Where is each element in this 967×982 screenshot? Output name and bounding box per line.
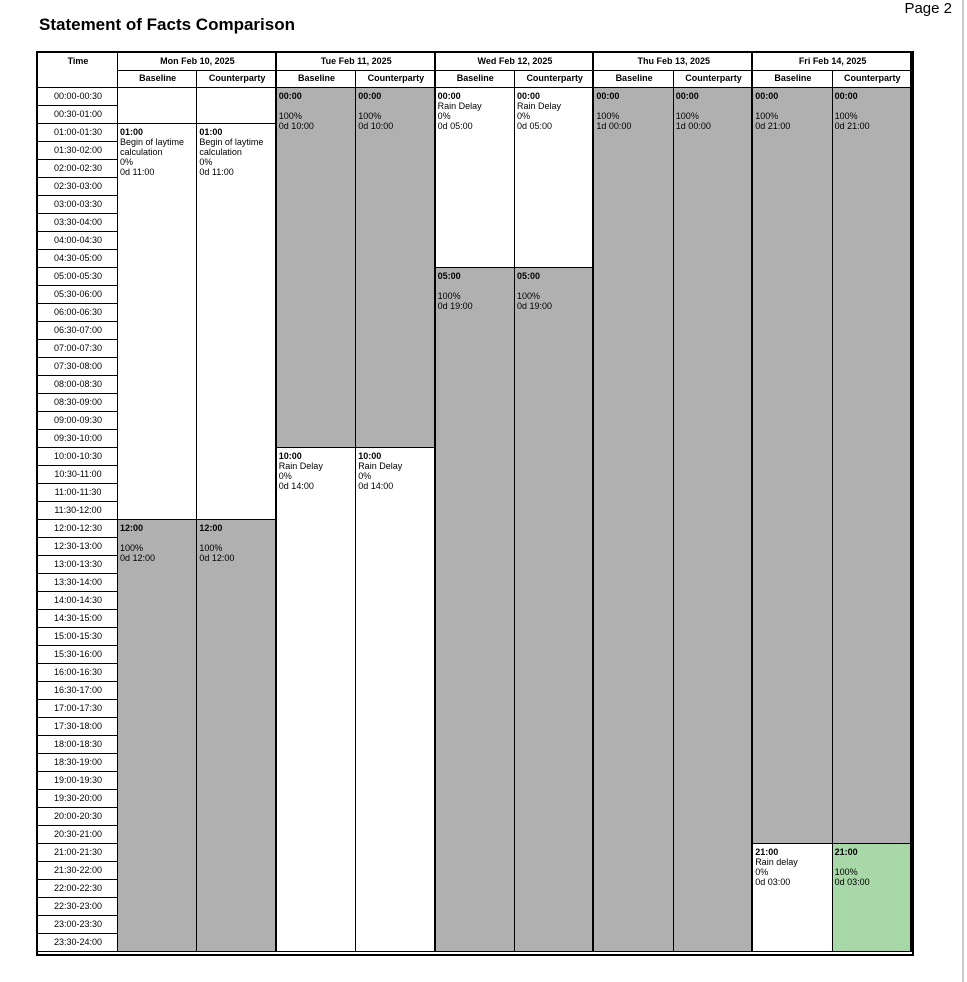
- time-slot-label: 18:30-19:00: [38, 754, 118, 772]
- event-time: 00:00: [755, 91, 779, 101]
- event-duration: 0d 03:00: [834, 877, 870, 887]
- scrollbar[interactable]: [962, 0, 964, 982]
- time-slot-label: 19:00-19:30: [38, 772, 118, 790]
- time-slot-label: 12:30-13:00: [38, 538, 118, 556]
- page-title: Statement of Facts Comparison: [39, 15, 295, 34]
- counterparty-header: Counterparty: [526, 73, 583, 83]
- event-percent: 0%: [517, 111, 531, 121]
- event-time: 01:00: [120, 127, 144, 137]
- event-duration: 0d 11:00: [120, 167, 155, 177]
- time-slot-label: 04:30-05:00: [38, 250, 118, 268]
- time-slot-label: 10:00-10:30: [38, 448, 118, 466]
- time-slot-label: 01:00-01:30: [38, 124, 118, 142]
- event-percent: 100%: [437, 291, 461, 301]
- baseline-header: Baseline: [297, 73, 335, 83]
- event-time: 05:00: [437, 271, 461, 281]
- time-slot-label: 03:30-04:00: [38, 214, 118, 232]
- event-time: 10:00: [358, 451, 382, 461]
- event-duration: 0d 19:00: [517, 301, 553, 311]
- time-slot-label: 07:30-08:00: [38, 358, 118, 376]
- time-slot-label: 13:30-14:00: [38, 574, 118, 592]
- day-header: Thu Feb 13, 2025: [637, 56, 711, 66]
- event-label: [517, 281, 591, 291]
- event-label: [676, 101, 750, 111]
- time-slot-label: 07:00-07:30: [38, 340, 118, 358]
- day-divider: [751, 53, 753, 952]
- time-slot-label: 06:00-06:30: [38, 304, 118, 322]
- time-slot-label: 02:30-03:00: [38, 178, 118, 196]
- event-duration: 0d 14:00: [278, 481, 314, 491]
- event-percent: 100%: [278, 111, 302, 121]
- event-percent: 100%: [675, 111, 699, 121]
- event-block: [753, 88, 832, 844]
- counterparty-header: Counterparty: [367, 73, 425, 83]
- event-percent: 0%: [199, 157, 213, 167]
- time-slot-label: 10:30-11:00: [38, 466, 118, 484]
- time-slot-label: 19:30-20:00: [38, 790, 118, 808]
- event-block: [118, 124, 197, 520]
- time-slot-label: 02:00-02:30: [38, 160, 118, 178]
- time-slot-label: 22:30-23:00: [38, 898, 118, 916]
- event-duration: 0d 10:00: [358, 121, 394, 131]
- event-percent: 0%: [755, 867, 769, 877]
- time-slot-label: 20:30-21:00: [38, 826, 118, 844]
- day-header: Mon Feb 10, 2025: [160, 56, 235, 66]
- event-time: 00:00: [437, 91, 461, 101]
- event-duration: 0d 19:00: [437, 301, 473, 311]
- time-slot-label: 05:30-06:00: [38, 286, 118, 304]
- event-label: Begin of laytime calculation: [199, 137, 264, 157]
- event-block: [515, 88, 594, 268]
- event-block: [753, 844, 832, 952]
- event-duration: 0d 21:00: [755, 121, 791, 131]
- time-slot-label: 14:30-15:00: [38, 610, 118, 628]
- event-percent: 100%: [834, 867, 858, 877]
- event-percent: 100%: [120, 543, 144, 553]
- event-time: 21:00: [755, 847, 779, 857]
- time-slot-label: 14:00-14:30: [38, 592, 118, 610]
- sub-column-divider: [196, 70, 197, 952]
- baseline-header: Baseline: [139, 73, 177, 83]
- event-time: 00:00: [278, 91, 302, 101]
- event-percent: 100%: [358, 111, 382, 121]
- counterparty-header: Counterparty: [685, 73, 742, 83]
- sub-column-divider: [355, 70, 356, 952]
- time-slot-label: 00:00-00:30: [38, 88, 118, 106]
- event-block: [436, 88, 515, 268]
- time-slot-label: 08:30-09:00: [38, 394, 118, 412]
- event-percent: 0%: [358, 471, 372, 481]
- event-duration: 1d 00:00: [596, 121, 632, 131]
- time-slot-label: 13:00-13:30: [38, 556, 118, 574]
- header-bottom-line: [38, 87, 912, 88]
- event-block: [197, 520, 276, 952]
- time-slot-label: 03:00-03:30: [38, 196, 118, 214]
- event-label: Rain Delay: [278, 461, 323, 471]
- time-slot-label: 23:30-24:00: [38, 934, 118, 952]
- baseline-header: Baseline: [774, 73, 812, 83]
- event-percent: 100%: [517, 291, 541, 301]
- counterparty-header: Counterparty: [844, 73, 901, 83]
- event-block: [436, 268, 515, 952]
- time-slot-label: 12:00-12:30: [38, 520, 118, 538]
- event-block: [594, 88, 673, 952]
- event-duration: 0d 12:00: [199, 553, 235, 563]
- event-duration: 0d 14:00: [358, 481, 394, 491]
- event-label: [835, 857, 909, 867]
- event-block: [118, 88, 197, 124]
- time-column-header: Time: [67, 56, 89, 66]
- time-slot-label: 21:00-21:30: [38, 844, 118, 862]
- time-slot-label: 06:30-07:00: [38, 322, 118, 340]
- time-slot-label: 09:30-10:00: [38, 430, 118, 448]
- event-label: [199, 533, 273, 543]
- time-slot-label: 18:00-18:30: [38, 736, 118, 754]
- time-slot-label: 21:30-22:00: [38, 862, 118, 880]
- sub-column-divider: [514, 70, 515, 952]
- event-block: [277, 88, 356, 448]
- event-label: Rain delay: [755, 857, 798, 867]
- time-slot-label: 16:30-17:00: [38, 682, 118, 700]
- event-time: 00:00: [675, 91, 699, 101]
- event-block: [515, 268, 594, 952]
- event-time: 00:00: [358, 91, 382, 101]
- event-time: 00:00: [834, 91, 858, 101]
- day-divider: [592, 53, 594, 952]
- event-block: [118, 520, 197, 952]
- time-slot-label: 17:00-17:30: [38, 700, 118, 718]
- event-duration: 0d 05:00: [517, 121, 553, 131]
- event-time: 12:00: [120, 523, 144, 533]
- time-slot-label: 08:00-08:30: [38, 376, 118, 394]
- time-slot-label: 17:30-18:00: [38, 718, 118, 736]
- event-duration: 1d 00:00: [675, 121, 711, 131]
- event-label: [596, 101, 670, 111]
- event-time: 10:00: [278, 451, 302, 461]
- day-header: Tue Feb 11, 2025: [320, 56, 392, 66]
- event-duration: 0d 05:00: [437, 121, 473, 131]
- event-time: 00:00: [517, 91, 541, 101]
- time-slot-label: 11:30-12:00: [38, 502, 118, 520]
- event-time: 21:00: [834, 847, 858, 857]
- time-slot-label: 23:00-23:30: [38, 916, 118, 934]
- sub-column-divider: [673, 70, 674, 952]
- header-divider: [118, 70, 912, 71]
- event-label: [755, 101, 829, 111]
- event-label: Rain Delay: [358, 461, 403, 471]
- time-slot-label: 22:00-22:30: [38, 880, 118, 898]
- event-block: [833, 844, 912, 952]
- event-label: [835, 101, 909, 111]
- event-percent: 0%: [437, 111, 451, 121]
- time-slot-label: 05:00-05:30: [38, 268, 118, 286]
- event-percent: 0%: [120, 157, 134, 167]
- day-header: Wed Feb 12, 2025: [477, 56, 553, 66]
- event-time: 00:00: [596, 91, 620, 101]
- page-number: Page 2: [904, 0, 952, 17]
- event-block: [833, 88, 912, 844]
- event-block: [197, 124, 276, 520]
- event-block: [277, 448, 356, 952]
- event-time: 01:00: [199, 127, 223, 137]
- event-label: Rain Delay: [437, 101, 482, 111]
- counterparty-header: Counterparty: [208, 73, 266, 83]
- sof-comparison-table: [36, 51, 914, 956]
- day-divider: [275, 53, 277, 952]
- event-block: [674, 88, 753, 952]
- time-slot-label: 16:00-16:30: [38, 664, 118, 682]
- event-time: 05:00: [517, 271, 541, 281]
- day-header: Fri Feb 14, 2025: [798, 56, 867, 66]
- event-label: [279, 101, 353, 111]
- time-slot-label: 20:00-20:30: [38, 808, 118, 826]
- time-slot-label: 01:30-02:00: [38, 142, 118, 160]
- event-duration: 0d 21:00: [834, 121, 870, 131]
- time-column-divider: [117, 53, 118, 952]
- day-divider: [910, 53, 912, 952]
- event-block: [197, 88, 276, 124]
- event-block: [356, 448, 435, 952]
- event-percent: 0%: [278, 471, 292, 481]
- event-duration: 0d 10:00: [278, 121, 314, 131]
- event-duration: 0d 11:00: [199, 167, 234, 177]
- event-label: Rain Delay: [517, 101, 562, 111]
- event-percent: 100%: [834, 111, 858, 121]
- baseline-header: Baseline: [615, 73, 653, 83]
- time-slot-label: 15:00-15:30: [38, 628, 118, 646]
- event-label: [120, 533, 194, 543]
- sub-column-divider: [832, 70, 833, 952]
- event-duration: 0d 12:00: [120, 553, 156, 563]
- event-label: Begin of laytime calculation: [120, 137, 185, 157]
- time-slot-label: 11:00-11:30: [38, 484, 118, 502]
- event-duration: 0d 03:00: [755, 877, 791, 887]
- event-percent: 100%: [199, 543, 223, 553]
- time-slot-label: 09:00-09:30: [38, 412, 118, 430]
- time-slot-label: 00:30-01:00: [38, 106, 118, 124]
- baseline-header: Baseline: [456, 73, 494, 83]
- day-divider: [434, 53, 436, 952]
- event-label: [438, 281, 512, 291]
- event-time: 12:00: [199, 523, 223, 533]
- time-slot-label: 04:00-04:30: [38, 232, 118, 250]
- event-percent: 100%: [596, 111, 620, 121]
- event-percent: 100%: [755, 111, 779, 121]
- time-slot-label: 15:30-16:00: [38, 646, 118, 664]
- event-block: [356, 88, 435, 448]
- event-label: [358, 101, 432, 111]
